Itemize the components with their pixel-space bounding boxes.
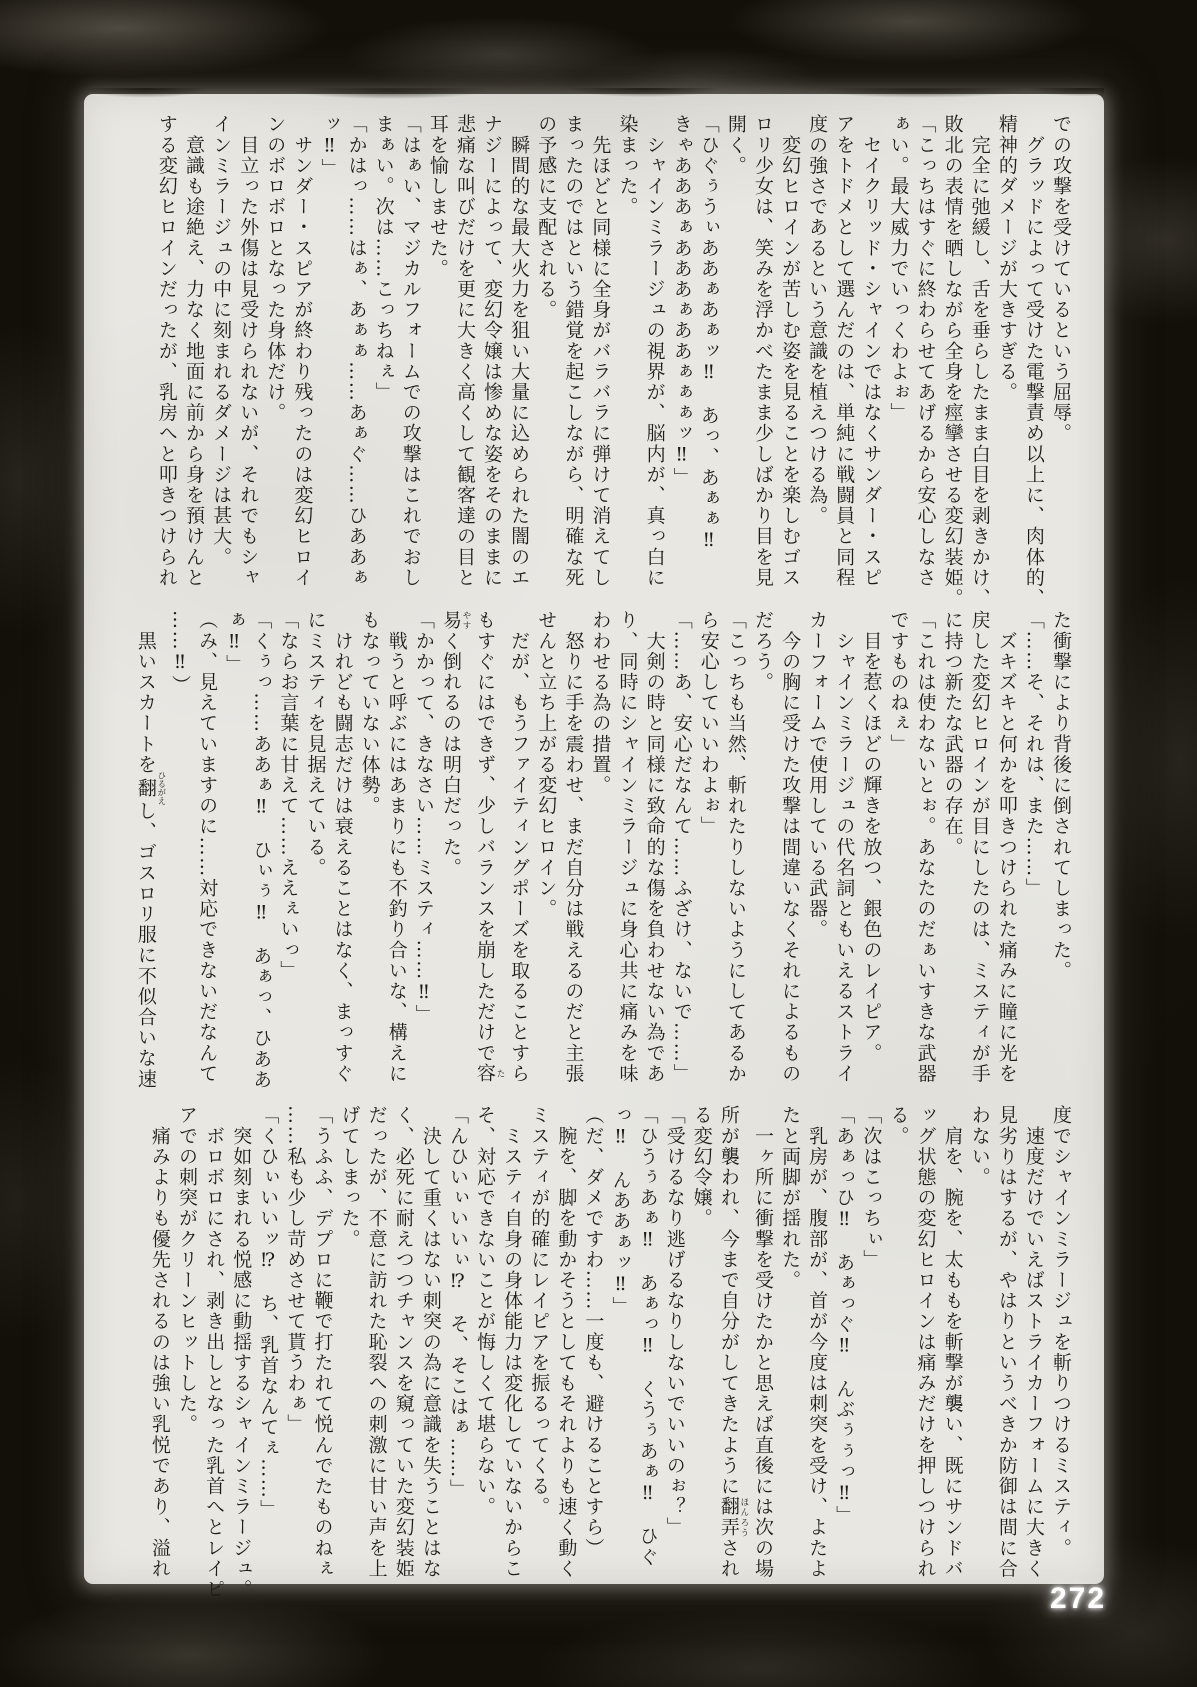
text-column: ミスティが的確にレイピアを振るってくる。 (528, 1105, 551, 1517)
text-column: だろう。 (751, 610, 774, 693)
text-column: 「ひうぅあぁ‼ あぁっ‼ くうぅあぁ‼ ひぐ (636, 1105, 659, 1568)
text-column: ……私も少し苛めさせて貰うわぁ」 (284, 1105, 307, 1435)
text-column: 「こっちも当然、斬れたりしないようにしてあるか (724, 610, 747, 1084)
text-column: 大剣の時と同様に致命的な傷を負わせない為であ (643, 610, 666, 1084)
text-column: 「んひいぃいいぃ⁉ そ、そこはぁ……」 (446, 1105, 469, 1500)
text-column: 目を惹くほどの輝きを放つ、銀色のレイピア。 (860, 610, 883, 1064)
text-column: 痛みよりも優先されるのは強い乳悦であり、溢れ (148, 1105, 171, 1579)
text-column: まったのではという錯覚を起こしながら、明確な死 (562, 114, 585, 588)
text-column: ナジーによって、変幻令嬢は惨めな姿をそのままに (481, 114, 504, 588)
text-column: そ、対応できないことが悔しくて堪らない。 (474, 1105, 497, 1517)
text-column: 変幻ヒロインが苦しむ姿を見ることを楽しむゴス (779, 114, 802, 588)
text-column: ミスティ自身の身体能力は変化していないからこ (501, 1105, 524, 1579)
text-column: 「はぁい、マジカルフォームでの攻撃はこれでおし (399, 114, 422, 588)
text-column: 意識も途絶え、力なく地面に前から身を預けんと (183, 114, 205, 588)
text-column: 黒いスカートを翻 ひるがえし、ゴスロリ服に不似合いな速 (134, 610, 166, 1090)
text-column: ですものねぇ」 (887, 610, 910, 755)
text-column: 敗北の表情を晒しながら全身を痙攣させる変幻装姫。 (941, 114, 964, 609)
text-column: ら安心していいわよぉ」 (697, 610, 720, 837)
text-column: もなっていない体勢。 (358, 610, 381, 816)
text-column: 度でシャインミラージュを斬りつけるミスティ。 (1050, 1105, 1072, 1559)
text-band-top (150, 114, 1074, 609)
text-column: 瞬間的な最大火力を狙い大量に込められた闇のエ (508, 114, 531, 588)
text-column: 所が襲われ、今まで自分がしてきたように翻弄 ほんろうされ (717, 1105, 749, 1579)
text-column: 戦うと呼ぶにはあまりにも不釣り合いな、構えに (385, 610, 408, 1084)
text-column: 「こっちはすぐに終わらせてあげるから安心しなさ (914, 114, 937, 588)
text-column: サンダー・スピアが終わり残ったのは変幻ヒロイ (291, 114, 314, 588)
text-column: 染まった。 (616, 114, 639, 217)
text-column: グラッドによって受けた電撃責め以上に、肉体的、 (1022, 114, 1045, 609)
text-column: 決して重くはない刺突の為に意識を失うことはな (419, 1105, 442, 1579)
text-column: く、必死に耐えつつチャンスを窺っていた変幻装姫 (392, 1105, 415, 1579)
text-column: 「かはっ……はぁ、あぁぁ……あぁぐ……ひああぁ (345, 114, 368, 588)
text-column: 肩を、腕を、太ももを斬撃が襲い、既にサンドバ (941, 1105, 964, 1579)
text-column: ズキズキと何かを叩きつけられた痛みに瞳に光を (995, 610, 1018, 1084)
text-column: 先ほどと同様に全身がバラバラに弾けて消えてし (589, 114, 612, 588)
text-column: ぁ‼」 (223, 610, 246, 675)
text-column: 「くぅっ……ああぁ‼ ひぃぅ‼ あぁっ、ひああ (250, 610, 273, 1090)
text-column: 突如刻まれる悦感に動揺するシャインミラージュ。 (230, 1105, 253, 1600)
torn-edge-texture (84, 88, 1104, 114)
text-column: セイクリッド・シャインではなくサンダー・スピ (860, 114, 883, 588)
text-band-bottom (148, 1105, 1074, 1600)
text-column: 「……そ、それは、また……」 (1022, 610, 1045, 899)
text-column: げてしまった。 (338, 1105, 361, 1250)
text-column: （み、見えていますのに……対応できないだなんて (196, 610, 219, 1084)
text-column: 「ならお言葉に甘えて……ええぇいっ」 (277, 610, 300, 981)
text-column: ッグ状態の変幻ヒロインは痛みだけを押しつけられ (914, 1105, 937, 1579)
text-column: ぁい。最大威力でいっくわよぉ」 (887, 114, 910, 423)
text-column: ンのボロボロとなった身体だけ。 (264, 114, 287, 423)
text-column: 開く。 (724, 114, 747, 176)
text-column: 耳を愉しませた。 (426, 114, 449, 279)
text-column: アでの刺突がクリーンヒットした。 (176, 1105, 198, 1435)
text-column: に持つ新たな武器の存在。 (941, 610, 964, 858)
text-column: 「あぁっひ‼ あぁっぐ‼ んぶぅぅっ‼」 (833, 1105, 856, 1526)
text-column: けれども闘志だけは衰えることはなく、まっすぐ (331, 610, 354, 1084)
text-column: の予感に支配される。 (535, 114, 558, 320)
text-column: っ‼ んああぁッ‼」 (609, 1105, 632, 1317)
text-column: での攻撃を受けているという屈辱。 (1050, 114, 1072, 444)
text-column: 怒りに手を震わせ、まだ自分は戦えるのだと主張 (562, 610, 585, 1084)
text-column: 易 やすく倒れるのは明白だった。 (439, 610, 471, 878)
text-column: まぁい。次は……こっちねぇ」 (372, 114, 395, 403)
text-column: 乳房が、腹部が、首が今度は刺突を受け、よたよ (806, 1105, 829, 1579)
text-column: ッ‼」 (318, 114, 341, 179)
text-column: 戻した変幻ヒロインが目にしたのは、ミスティが手 (968, 610, 991, 1084)
text-column: ロリ少女は、笑みを浮かべたまま少しばかり目を見 (751, 114, 774, 588)
text-column: ボロボロにされ、剥き出しとなった乳首へとレイピ (203, 1105, 226, 1600)
text-column: インミラージュの中に刻まれるダメージは甚大。 (210, 114, 233, 568)
text-column: る。 (887, 1105, 910, 1147)
text-column: アをトドメとして選んだのは、単純に戦闘員と同程 (833, 114, 856, 588)
text-column: シャインミラージュの代名詞ともいえるストライ (833, 610, 856, 1084)
text-column: だが、もうファイティングポーズを取ることすら (508, 610, 531, 1084)
text-column: もすぐにはできず、少しバランスを崩しただけで容 た (474, 610, 506, 1084)
text-column: きゃあああぁあああぁああぁぁぁッ‼」 (670, 114, 693, 488)
text-column: 今の胸に受けた攻撃は間違いなくそれによるもの (779, 610, 802, 1084)
text-column: 目立った外傷は見受けられないが、それでもシャ (237, 114, 260, 588)
text-column: （だ、ダメですわ……一度も、避けることすら） (582, 1105, 605, 1559)
text-column: 度の強さであるという意識を植えつける為。 (806, 114, 829, 526)
text-column: 一ヶ所に衝撃を受けたかと思えば直後には次の場 (751, 1105, 774, 1579)
text-column: 「これは使わないとぉ。あなたのだぁいすきな武器 (914, 610, 937, 1084)
text-column: 「うふふ、デプロに鞭で打たれて悦んでたものねぇ (311, 1105, 334, 1579)
text-column: シャインミラージュの視界が、脳内が、真っ白に (643, 114, 666, 588)
text-column: ……‼） (169, 610, 191, 696)
text-column: 見劣りはするが、やはりというべきか防御は間に合 (995, 1105, 1018, 1579)
text-column: 完全に弛緩し、舌を垂らしたまま白目を剥きかけ、 (968, 114, 991, 609)
text-column: 「かかって、きなさい……ミスティ……‼」 (412, 610, 435, 1025)
text-column: だったが、不意に訪れた恥裂への刺激に甘い声を上 (365, 1105, 388, 1579)
text-band-middle (134, 610, 1074, 1090)
text-column: 「次はこっちぃ」 (860, 1105, 883, 1270)
text-column: り、同時にシャインミラージュに身心共に痛みを味 (616, 610, 639, 1084)
text-column: 精神的ダメージが大きすぎる。 (995, 114, 1018, 403)
text-column: 腕を、脚を動かそうとしてもそれよりも速く動く (555, 1105, 578, 1579)
text-column: 「くひぃいいッ⁉ ち、乳首なんてぇ……」 (257, 1105, 280, 1520)
text-column: 「受けるなり逃げるなりしないでいいのぉ？」 (663, 1105, 686, 1538)
text-column: たと両脚が揺れた。 (779, 1105, 802, 1291)
page-number: 272 (1050, 1582, 1107, 1615)
text-column: 悲痛な叫びだけを更に大きく高くして観客達の目と (453, 114, 476, 588)
text-column: 「……あ、安心だなんて……ふざけ、ないで……」 (670, 610, 693, 1084)
text-column: た衝撃により背後に倒されてしまった。 (1050, 610, 1072, 981)
text-column: にミスティを見据えている。 (304, 610, 327, 878)
text-column: カーフォームで使用している武器。 (806, 610, 829, 940)
text-column: わわせる為の措置。 (589, 610, 612, 796)
text-column: る変幻令嬢。 (690, 1105, 713, 1229)
text-column: 「ひぐぅうぃああぁあぁッ‼ あっ、あぁぁ‼ (697, 114, 720, 553)
text-column: する変幻ヒロインだったが、乳房へと叩きつけられ (155, 114, 178, 588)
text-column: わない。 (968, 1105, 991, 1188)
text-column: せんと立ち上がる変幻ヒロイン。 (535, 610, 558, 919)
text-column: 速度だけでいえばストライカーフォームに大きく (1022, 1105, 1045, 1579)
